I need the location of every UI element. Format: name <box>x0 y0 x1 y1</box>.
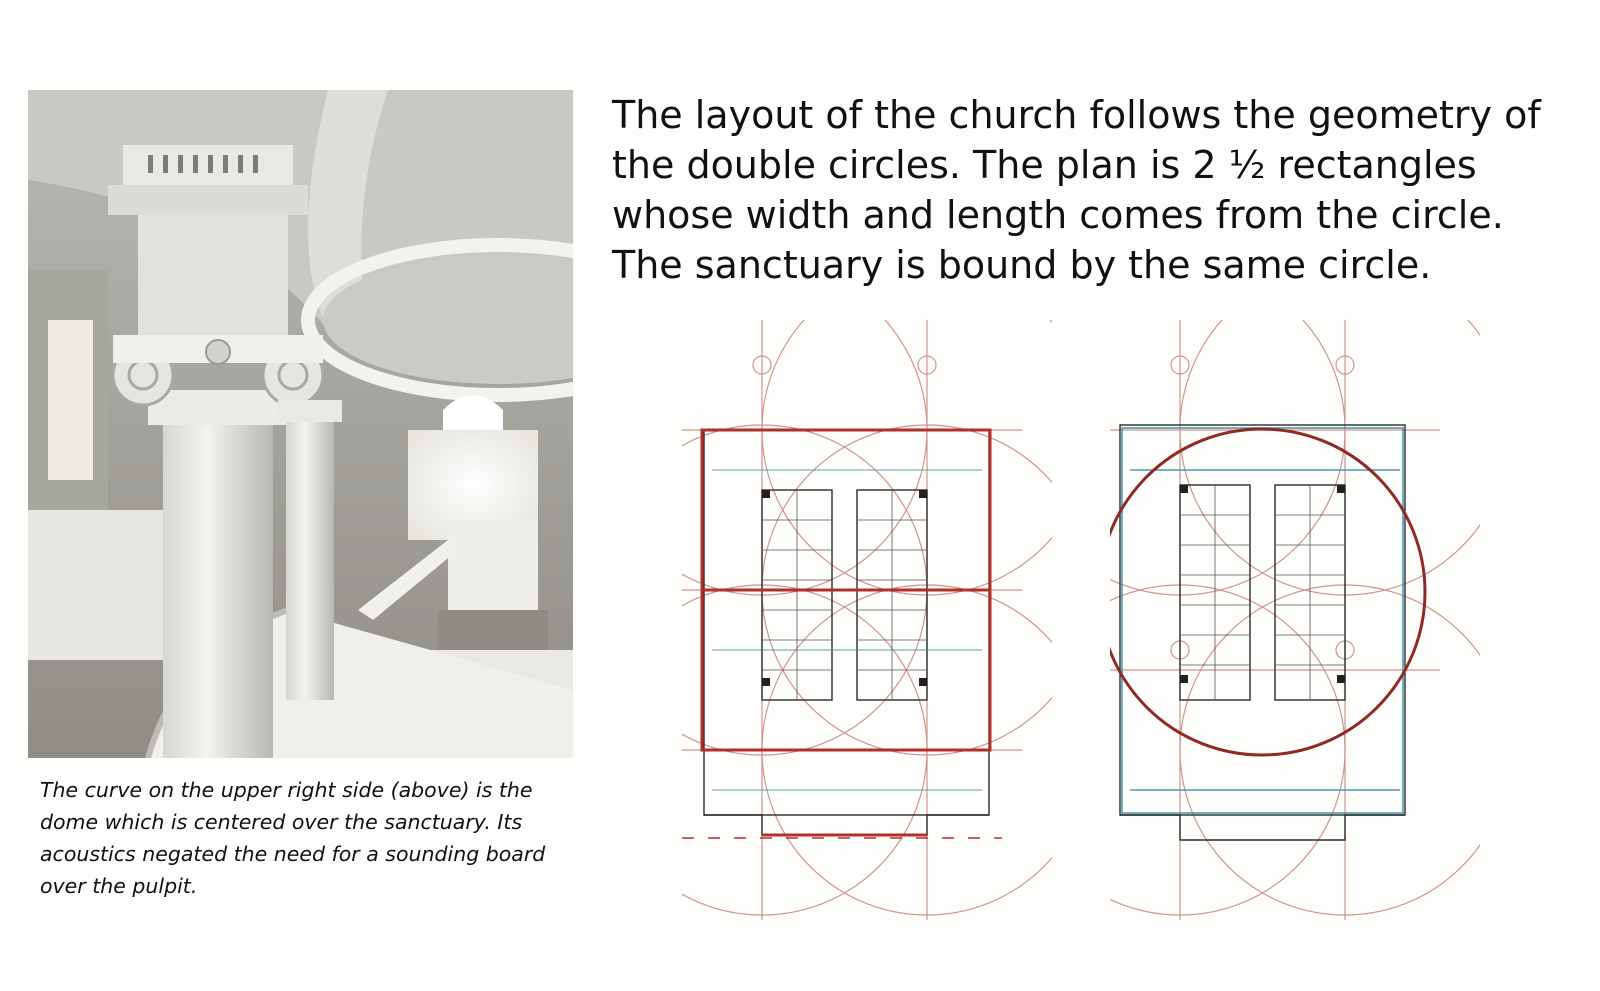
photo-caption: The curve on the upper right side (above) is the dome which is centered over the sanctuary. Its acoustics negated the need for a sounding board over the pulpit. <box>40 778 546 898</box>
page-heading: The layout of the church follows the geometry of the double circles. The plan is 2 ½ rectangles whose width and length comes from the circle. The sanctuary is bound by the same circle. <box>612 93 1541 287</box>
floor-plan-circle-diagram <box>1110 320 1480 930</box>
floor-plan-rectangles-diagram <box>682 320 1052 930</box>
church-interior-photo <box>28 90 573 758</box>
